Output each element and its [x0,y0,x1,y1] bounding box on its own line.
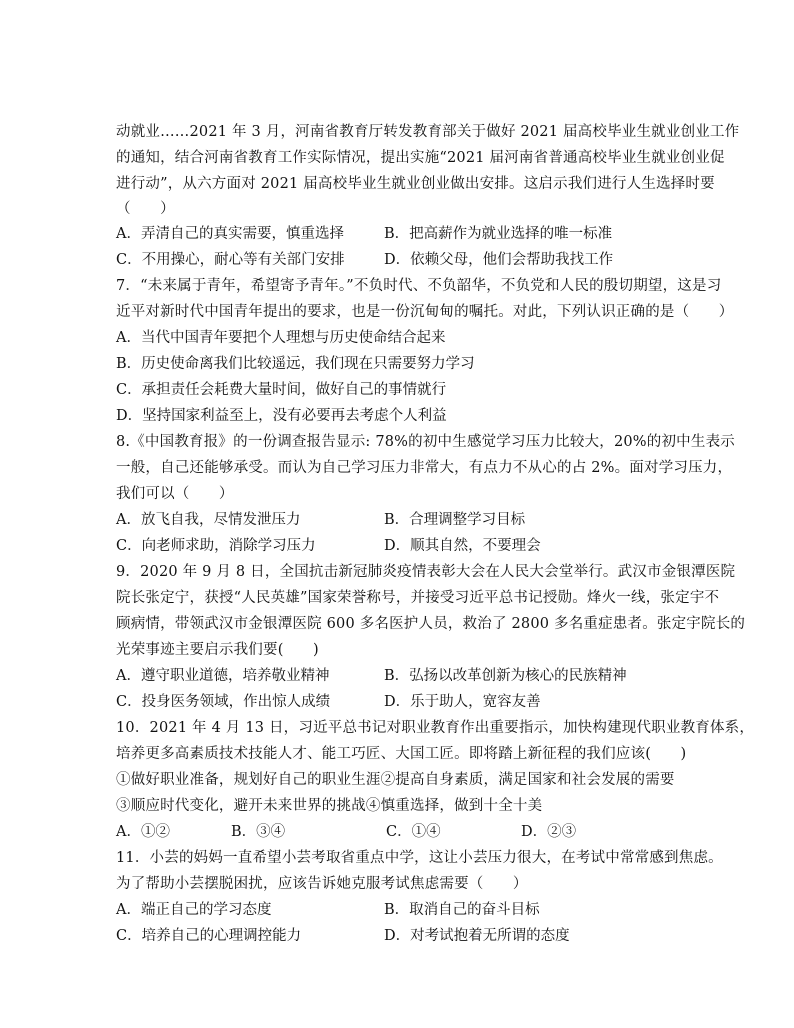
question-9-text: 9．2020 年 9 月 8 日，全国抗击新冠肺炎疫情表彰大会在人民大会堂举行。武汉市金银潭医院 [116,564,736,580]
question-8-text: 8.《中国教育报》的一份调查报告显示: 78%的初中生感觉学习压力比较大，20%的初中生表示 [116,434,735,450]
question-10-statement: ①做好职业准备，规划好自己的职业生涯②提高自身素质，满足国家和社会发展的需要 [116,772,675,788]
q8-option-d: D．顺其自然，不要理会 [384,538,541,554]
question-11-text: 为了帮助小芸摆脱困扰，应该告诉她克服考试焦虑需要（ ） [116,876,528,892]
q9-option-c: C．投身医务领域，作出惊人成绩 [116,694,331,710]
q9-option-a: A．遵守职业道德，培养敬业精神 [116,668,330,684]
option-b: B．把高薪作为就业选择的唯一标准 [384,226,613,242]
option-a: A．弄清自己的真实需要，慎重选择 [116,226,344,242]
q7-option-b: B．历史使命离我们比较遥远，我们现在只需要努力学习 [116,356,475,372]
q8-option-a: A．放飞自我，尽情发泄压力 [116,512,301,528]
q11-option-d: D．对考试抱着无所谓的态度 [384,928,570,944]
question-7-text: 7．“未来属于青年，希望寄予青年。”不负时代、不负韶华，不负党和人民的殷切期望，这是习 [116,278,722,294]
question-10-statement: ③顺应时代变化，避开未来世界的挑战④慎重选择，做到十全十美 [116,798,543,814]
q10-option-b: B．③④ [231,824,286,840]
question-text-line: 动就业……2021 年 3 月，河南省教育厅转发教育部关于做好 2021 届高校毕业生就业创业工作 [116,124,740,140]
question-11-text: 11．小芸的妈妈一直希望小芸考取省重点中学，这让小芸压力很大，在考试中常常感到焦虑。 [116,850,723,866]
answer-bracket: （ ） [116,201,175,217]
q10-option-a: A．①② [116,824,170,840]
question-7-text: 近平对新时代中国青年提出的要求，也是一份沉甸甸的嘱托。对此，下列认识正确的是（ ） [116,304,734,320]
q10-option-c: C．①④ [386,824,441,840]
q11-option-b: B．取消自己的奋斗目标 [384,902,540,918]
question-text-line: 的通知，结合河南省教育工作实际情况，提出实施“2021 届河南省普通高校毕业生就业创业促 [116,150,725,166]
question-9-text: 院长张定宁，获授“人民英雄”国家荣誉称号，并接受习近平总书记授勋。烽火一线，张定宇不 [116,590,720,606]
q11-option-c: C．培养自己的心理调控能力 [116,928,302,944]
q8-option-c: C．向老师求助，消除学习压力 [116,538,316,554]
question-8-text: 一般，自己还能够承受。而认为自己学习压力非常大，有点力不从心的占 2%。面对学习压力， [116,460,733,476]
q8-option-b: B．合理调整学习目标 [384,512,526,528]
question-text-line: 进行动”，从六方面对 2021 届高校毕业生就业创业做出安排。这启示我们进行人生选择时要 [116,176,715,192]
q10-option-d: D．②③ [521,824,577,840]
q7-option-d: D．坚持国家利益至上，没有必要再去考虑个人利益 [116,408,447,424]
question-10-text: 10．2021 年 4 月 13 日，习近平总书记对职业教育作出重要指示，加快构建现代职业教育体系， [116,720,755,736]
q7-option-c: C．承担责任会耗费大量时间，做好自己的事情就行 [116,382,447,398]
question-10-text: 培养更多高素质技术技能人才、能工巧匠、大国工匠。即将踏上新征程的我们应该( ) [116,746,687,762]
question-8-text: 我们可以（ ） [116,486,234,502]
q9-option-b: B．弘扬以改革创新为核心的民族精神 [384,668,627,684]
q9-option-d: D．乐于助人，宽容友善 [384,694,541,710]
q11-option-a: A．端正自己的学习态度 [116,902,272,918]
question-9-text: 光荣事迹主要启示我们要( ) [116,642,319,658]
option-d: D．依赖父母，他们会帮助我找工作 [384,252,614,268]
q7-option-a: A．当代中国青年要把个人理想与历史使命结合起来 [116,330,446,346]
question-9-text: 顾病情，带领武汉市金银潭医院 600 多名医护人员，救治了 2800 多名重症患者。张定宇院长的 [116,616,746,632]
option-c: C．不用操心，耐心等有关部门安排 [116,252,345,268]
